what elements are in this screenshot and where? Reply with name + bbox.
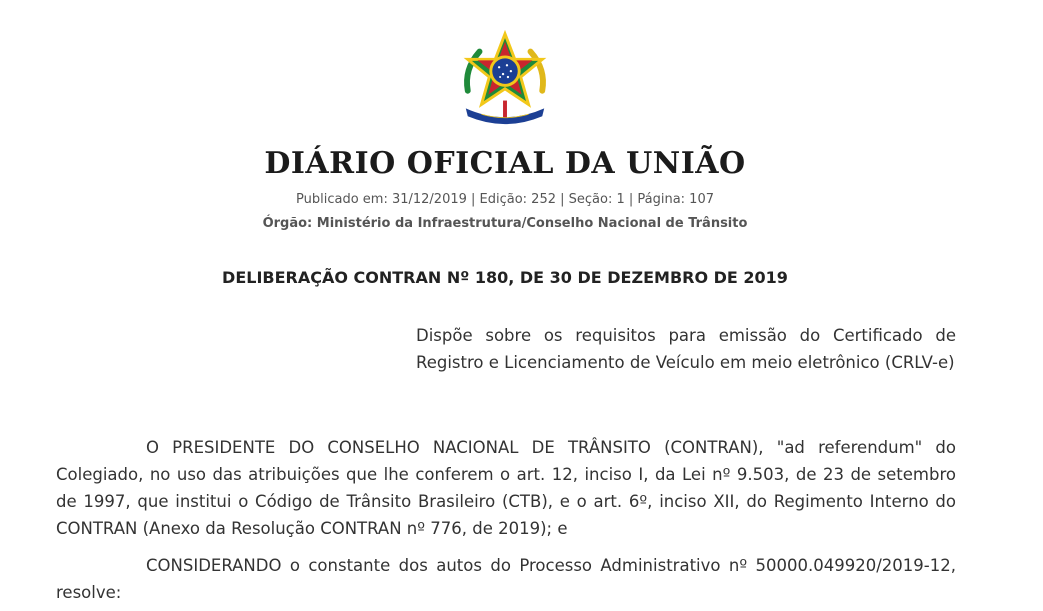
act-title: DELIBERAÇÃO CONTRAN Nº 180, DE 30 DE DEZEMBRO DE 2019 xyxy=(222,268,788,287)
coat-of-arms-emblem xyxy=(456,30,554,128)
issuing-agency: Órgão: Ministério da Infraestrutura/Conselho Nacional de Trânsito xyxy=(262,216,748,231)
preamble-paragraph: O PRESIDENTE DO CONSELHO NACIONAL DE TRÂNSITO (CONTRAN), "ad referendum" do Colegiado, no uso das atribuições que lhe conferem o art. 12, inciso I, da Lei nº 9.503, de 23 de setembro de 1997, que institui o Código de Trânsito Brasileiro (CTB), e o art. 6º, inciso XII, do Regimento Interno do CONTRAN (Anexo da Resolução CONTRAN nº 776, de 2019); e xyxy=(56,438,956,538)
gazette-title: DIÁRIO OFICIAL DA UNIÃO xyxy=(264,146,746,181)
ementa-summary: Dispõe sobre os requisitos para emissão do Certificado de Registro e Licenciamento de Veículo em meio eletrônico (CRLV-e) xyxy=(416,326,956,372)
publication-meta: Publicado em: 31/12/2019 | Edição: 252 | Seção: 1 | Página: 107 xyxy=(296,192,714,207)
considering-paragraph: CONSIDERANDO o constante dos autos do Processo Administrativo nº 50000.049920/2019-12, resolve: xyxy=(56,556,956,602)
